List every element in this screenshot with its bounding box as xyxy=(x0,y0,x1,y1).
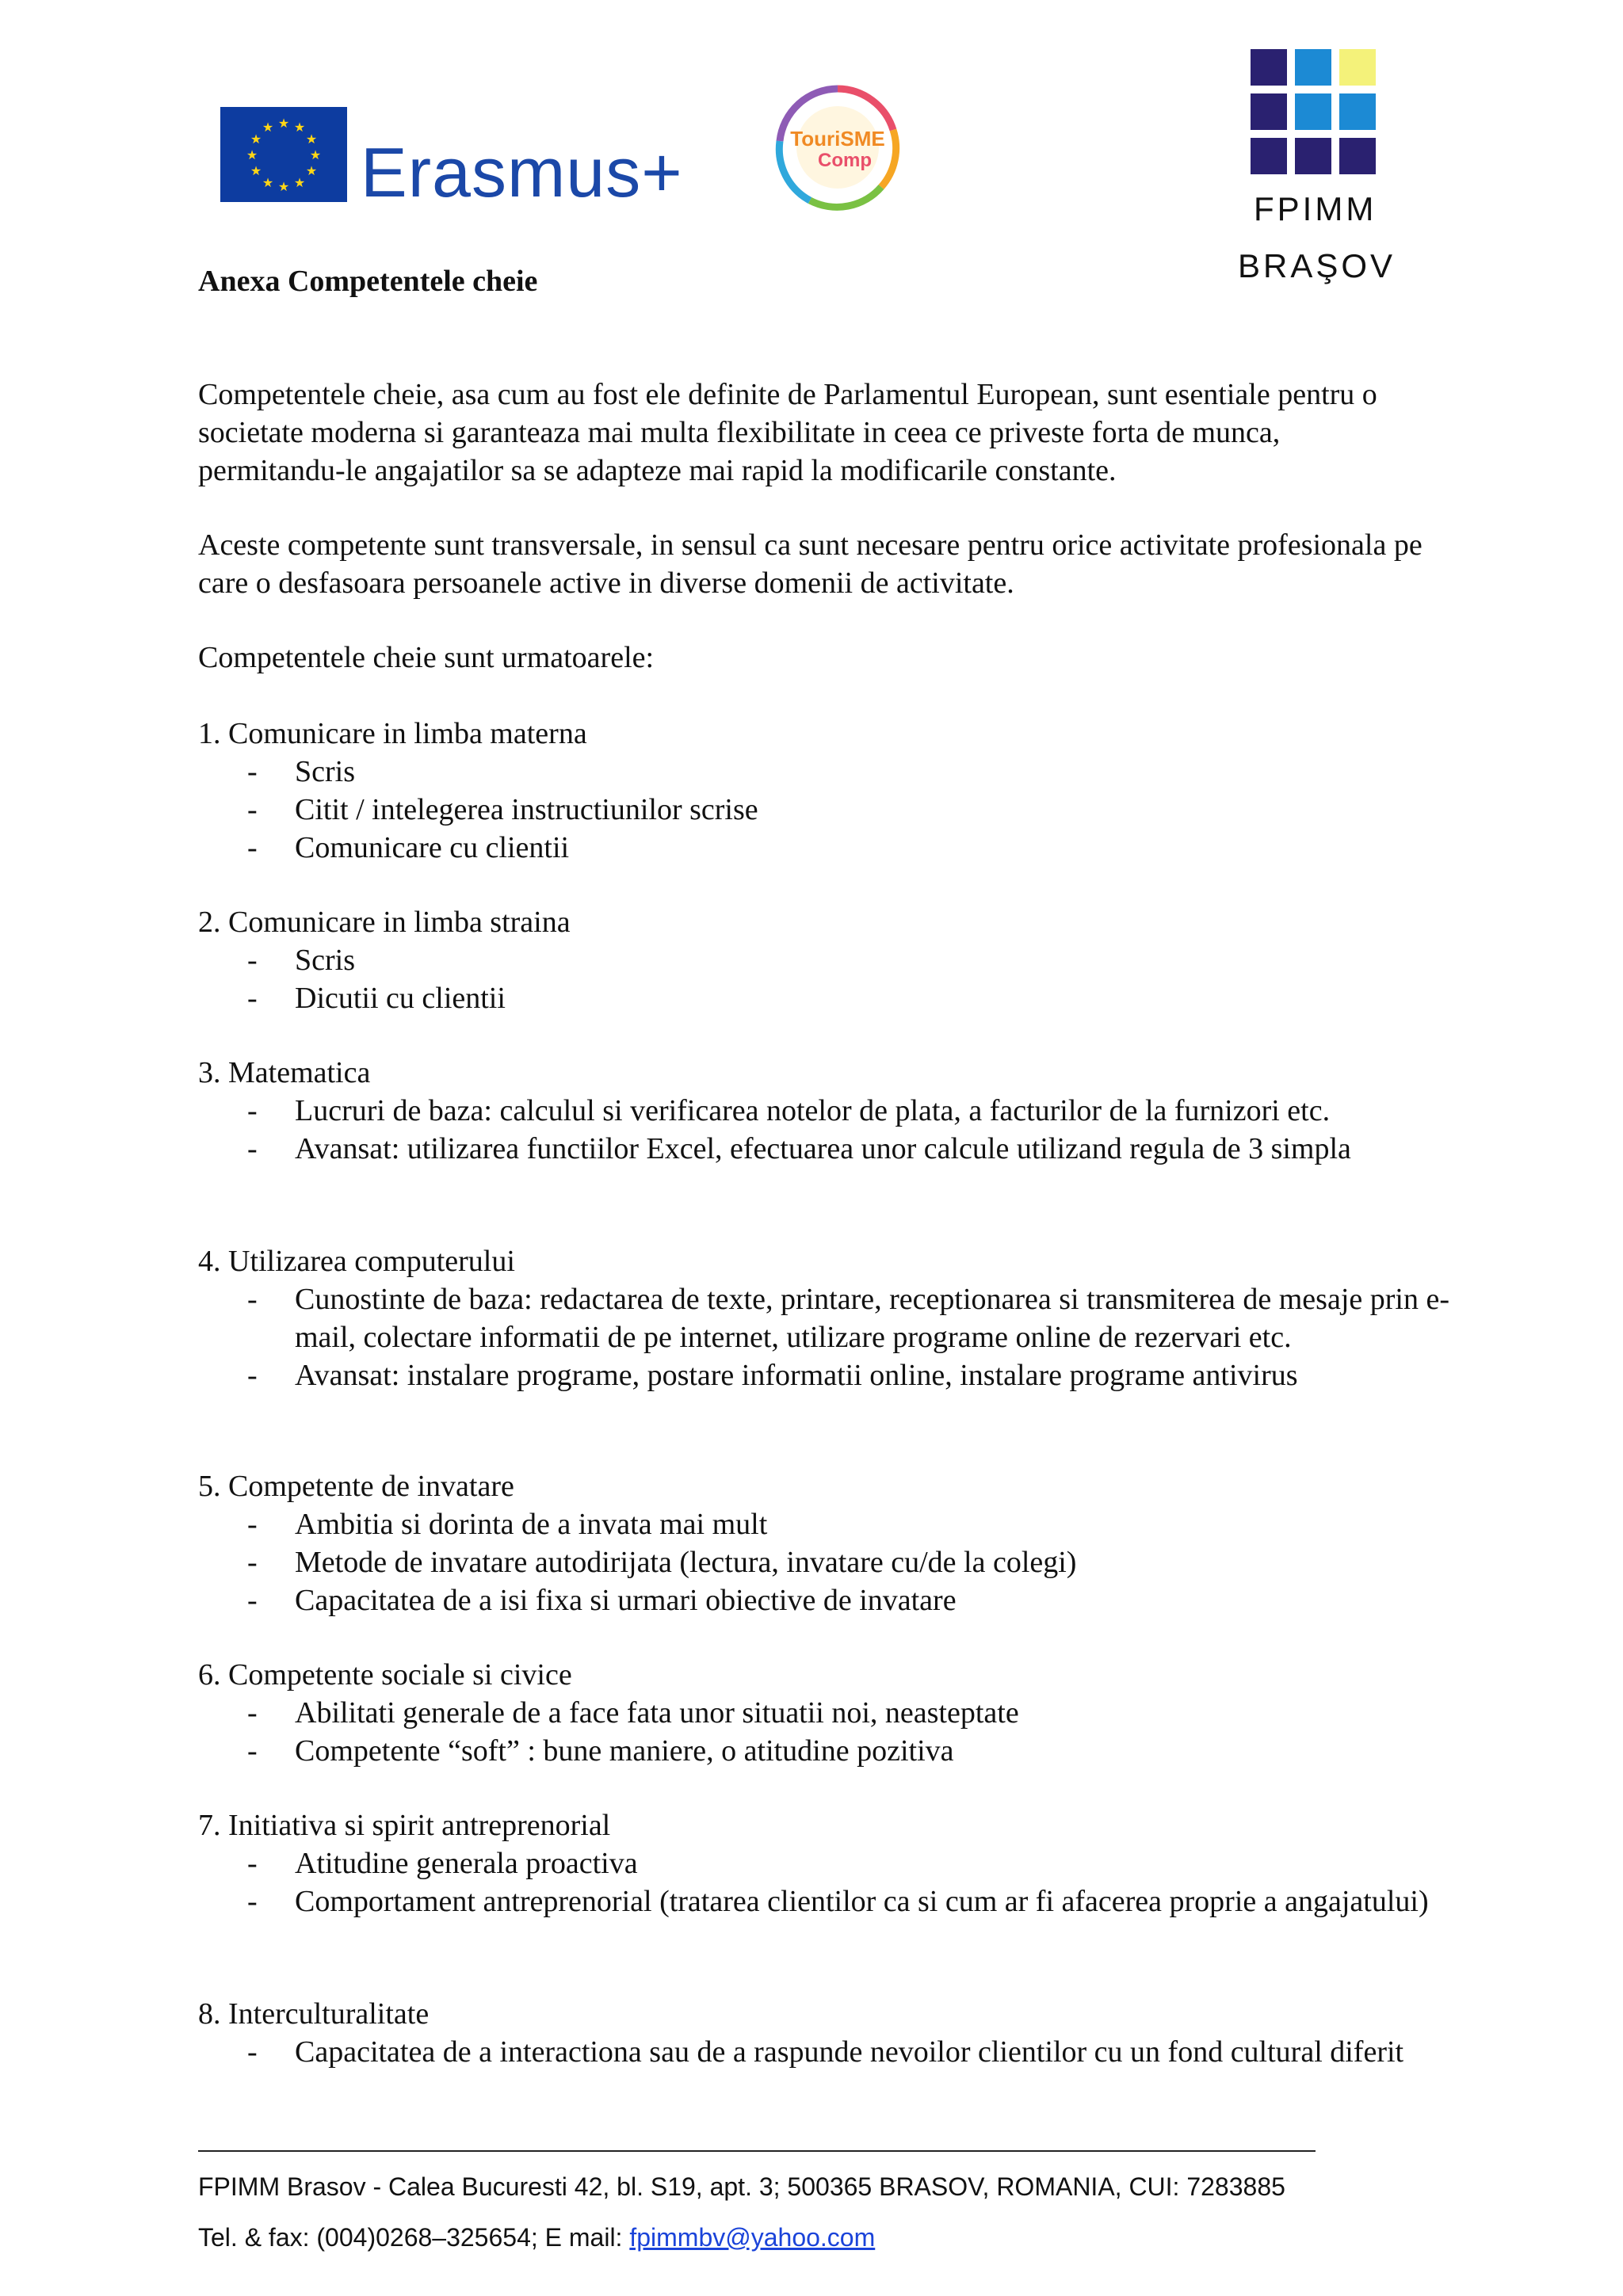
section-heading: 3. Matematica xyxy=(198,1056,371,1089)
eu-flag-logo xyxy=(220,107,347,202)
competence-section-8 xyxy=(198,1995,1466,2071)
comp-logo-word: Comp xyxy=(818,150,872,171)
list-item: - Scris xyxy=(247,944,355,977)
svg-text:★: ★ xyxy=(250,132,262,147)
list-item: - Citit / intelegerea instructiunilor scrise xyxy=(247,793,758,826)
svg-text:★: ★ xyxy=(250,163,262,178)
svg-text:★: ★ xyxy=(305,163,318,178)
footer-contact xyxy=(198,2223,875,2252)
competence-section-6 xyxy=(198,1656,1466,1770)
svg-text:★: ★ xyxy=(262,120,274,135)
list-item: - Avansat: utilizarea functiilor Excel, efectuarea unor calcule utilizand regula de 3 simpla xyxy=(247,1132,1351,1165)
intro-paragraph: Competentele cheie, asa cum au fost ele definite de Parlamentul European, sunt esentiale pentru o societate moderna si garanteaza mai multa flexibilitate in ceea ce priveste forta de munca, permitandu-le angajatilor sa se adapteze mai rapid la modificarile constante. xyxy=(198,378,1377,487)
competence-section-1 xyxy=(198,715,1466,867)
list-item: - Metode de invatare autodirijata (lectura, invatare cu/de la colegi) xyxy=(247,1546,1077,1579)
section-heading: 1. Comunicare in limba materna xyxy=(198,717,587,750)
list-item: - Lucruri de baza: calculul si verificarea notelor de plata, a facturilor de la furnizori etc. xyxy=(247,1094,1331,1127)
footer-contact-prefix: Tel. & fax: (004)0268–325654; E mail: xyxy=(198,2223,630,2252)
document-title: Anexa Competentele cheie xyxy=(198,265,538,298)
list-item: - Scris xyxy=(247,755,355,788)
list-item: - Ambitia si dorinta de a invata mai mult xyxy=(247,1508,768,1541)
list-item: - Capacitatea de a isi fixa si urmari obiective de invatare xyxy=(247,1584,957,1617)
competence-section-2 xyxy=(198,903,1466,1017)
tourisme-logo-word: TouriSME xyxy=(790,127,885,151)
svg-text:★: ★ xyxy=(305,132,318,147)
section-heading: 4. Utilizarea computerului xyxy=(198,1245,515,1278)
list-item: - Cunostinte de baza: redactarea de texte, printare, receptionarea si transmiterea de mesaje prin e-mail, colectare informatii de pe internet, utilizare programe online de rezervari etc. xyxy=(247,1283,1449,1354)
list-item: - Competente “soft” : bune maniere, o atitudine pozitiva xyxy=(247,1734,954,1768)
svg-text:★: ★ xyxy=(246,147,258,162)
list-item: - Avansat: instalare programe, postare informatii online, instalare programe antivirus xyxy=(247,1359,1298,1392)
list-item: - Dicutii cu clientii xyxy=(247,982,506,1015)
fpimm-logo xyxy=(1251,49,1379,177)
footer-divider xyxy=(198,2150,1316,2152)
list-item: - Atitudine generala proactiva xyxy=(247,1847,638,1880)
list-item: - Comunicare cu clientii xyxy=(247,831,570,864)
section-heading: 5. Competente de invatare xyxy=(198,1470,514,1503)
org-city: BRAŞOV xyxy=(1238,247,1396,284)
section-heading: 6. Competente sociale si civice xyxy=(198,1658,572,1691)
section-heading: 2. Comunicare in limba straina xyxy=(198,906,571,939)
org-name: FPIMM xyxy=(1254,190,1377,227)
svg-text:★: ★ xyxy=(309,147,322,162)
list-item: - Abilitati generale de a face fata unor situatii noi, neasteptate xyxy=(247,1696,1019,1730)
svg-text:★: ★ xyxy=(293,120,306,135)
erasmus-wordmark: Erasmus+ xyxy=(361,133,683,212)
transversal-paragraph: Aceste competente sunt transversale, in sensul ca sunt necesare pentru orice activitate profesionala pe care o desfasoara persoanele active in diverse domenii de activitate. xyxy=(198,528,1423,600)
competence-section-3 xyxy=(198,1054,1466,1168)
svg-text:★: ★ xyxy=(293,175,306,190)
competence-section-4 xyxy=(198,1242,1466,1394)
list-item: - Capacitatea de a interactiona sau de a raspunde nevoilor clientilor cu un fond cultural diferit xyxy=(247,2035,1404,2069)
section-heading: 8. Interculturalitate xyxy=(198,1997,430,2031)
tourisme-comp-logo xyxy=(762,78,913,214)
list-item: - Comportament antreprenorial (tratarea clientilor ca si cum ar fi afacerea proprie a angajatului) xyxy=(247,1885,1429,1918)
footer-address: FPIMM Brasov - Calea Bucuresti 42, bl. S19, apt. 3; 500365 BRASOV, ROMANIA, CUI: 7283885 xyxy=(198,2172,1285,2201)
svg-text:★: ★ xyxy=(262,175,274,190)
eu-stars-icon xyxy=(220,107,347,202)
svg-text:★: ★ xyxy=(277,116,290,131)
competence-section-7 xyxy=(198,1806,1466,1920)
section-heading: 7. Initiativa si spirit antreprenorial xyxy=(198,1809,611,1842)
footer-email-link[interactable]: fpimmbv@yahoo.com xyxy=(629,2223,876,2252)
svg-text:★: ★ xyxy=(277,179,290,194)
competence-section-5 xyxy=(198,1467,1466,1619)
list-intro-paragraph: Competentele cheie sunt urmatoarele: xyxy=(198,641,655,674)
